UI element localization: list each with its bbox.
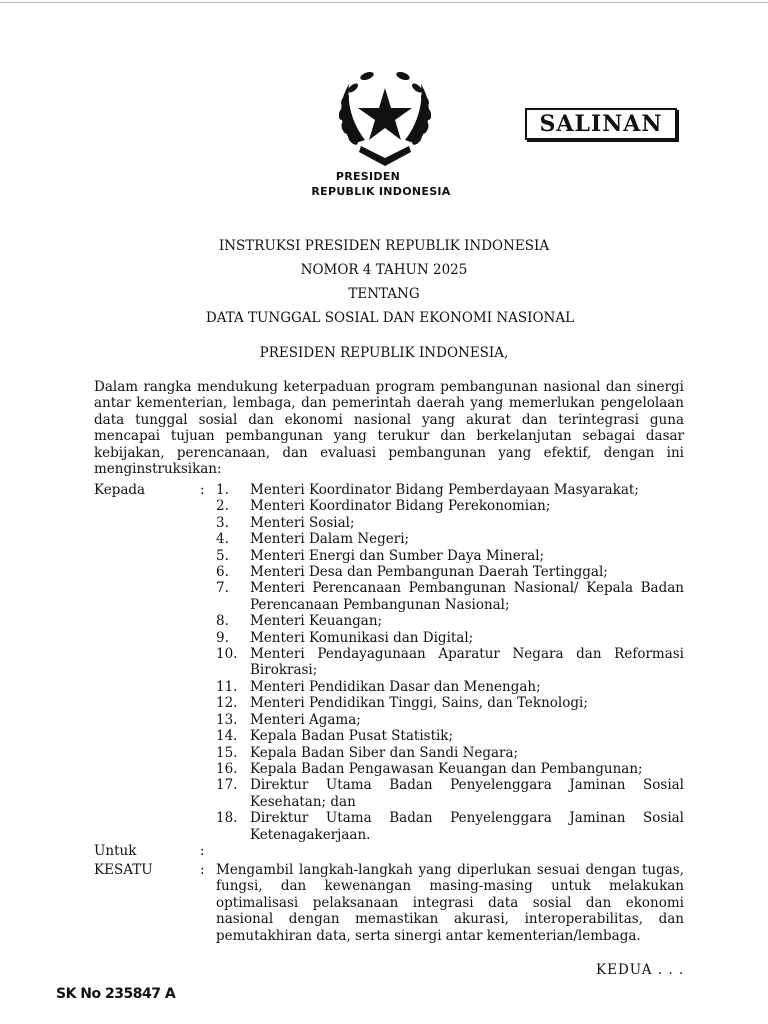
doc-title-subject: DATA TUNGGAL SOSIAL DAN EKONOMI NASIONAL [205, 310, 575, 326]
item-number: 6. [216, 564, 229, 581]
colon-untuk: : [200, 843, 205, 859]
item-number: 8. [216, 613, 229, 630]
doc-title-line1: INSTRUKSI PRESIDEN REPUBLIK INDONESIA [218, 238, 550, 254]
item-text: Menteri Pendidikan Tinggi, Sains, dan Teknologi; [250, 695, 588, 712]
list-item [216, 482, 684, 498]
list-item [216, 810, 684, 843]
item-number: 14. [216, 728, 238, 745]
list-item [216, 646, 684, 679]
item-text: Direktur Utama Badan Penyelenggara Jaminan Sosial Kesehatan; dan [250, 777, 684, 810]
list-item [216, 498, 684, 514]
list-item [216, 777, 684, 810]
list-item [216, 564, 684, 580]
colon-kepada: : [200, 482, 205, 498]
item-text: Kepala Badan Siber dan Sandi Negara; [250, 744, 519, 761]
garuda-star-emblem-icon [331, 66, 439, 170]
item-text: Menteri Keuangan; [250, 613, 383, 630]
item-text: Menteri Sosial; [250, 514, 355, 531]
item-text: Kepala Badan Pusat Statistik; [250, 728, 454, 745]
item-number: 9. [216, 629, 229, 646]
label-kepada: Kepada [94, 482, 146, 498]
item-text: Menteri Pendidikan Dasar dan Menengah; [250, 678, 541, 695]
list-item [216, 712, 684, 728]
item-number: 13. [216, 711, 238, 728]
item-number: 2. [216, 498, 229, 515]
item-number: 16. [216, 760, 238, 777]
recipient-list [216, 482, 684, 843]
item-text: Menteri Dalam Negeri; [250, 531, 410, 548]
list-item [216, 761, 684, 777]
item-text: Menteri Energi dan Sumber Daya Mineral; [250, 547, 545, 564]
list-item [216, 531, 684, 547]
label-untuk: Untuk [94, 843, 137, 859]
preamble-paragraph: Dalam rangka mendukung keterpaduan program pembangunan nasional dan sinergi antar kementerian, lembaga, dan pemerintah daerah yang memerlukan pengelolaan data tunggal sosial dan ekonomi nasional yang akurat dan terintegrasi guna mencapai tujuan pembangunan yang terukur dan berkelanjutan sebagai dasar kebijakan, perencanaan, dan evaluasi pembangunan yang efektif, dengan ini menginstruksikan: [94, 379, 684, 478]
item-text: Direktur Utama Badan Penyelenggara Jaminan Sosial Ketenagakerjaan. [250, 810, 684, 843]
item-number: 1. [216, 482, 229, 498]
list-item [216, 580, 684, 613]
doc-issuer: PRESIDEN REPUBLIK INDONESIA, [259, 345, 509, 361]
header-republic: REPUBLIK INDONESIA [311, 185, 451, 198]
item-text: Menteri Koordinator Bidang Pemberdayaan Masyarakat; [250, 482, 639, 498]
list-item [216, 548, 684, 564]
item-text: Menteri Komunikasi dan Digital; [250, 629, 474, 646]
item-number: 7. [216, 580, 229, 597]
item-number: 11. [216, 678, 238, 695]
list-item [216, 728, 684, 744]
colon-kesatu: : [200, 862, 205, 878]
serial-number: SK No 235847 A [56, 986, 176, 1002]
doc-title-number: NOMOR 4 TAHUN 2025 [300, 262, 468, 278]
list-item [216, 613, 684, 629]
item-number: 12. [216, 695, 238, 712]
salinan-stamp: SALINAN [525, 108, 677, 140]
item-text: Menteri Pendayagunaan Aparatur Negara dan Reformasi Birokrasi; [250, 646, 684, 679]
item-text: Menteri Agama; [250, 711, 361, 728]
doc-title-about: TENTANG [348, 286, 420, 302]
item-text: Menteri Desa dan Pembangunan Daerah Tertinggal; [250, 564, 608, 581]
list-item [216, 695, 684, 711]
list-item [216, 679, 684, 695]
item-number: 15. [216, 744, 238, 761]
item-number: 5. [216, 547, 229, 564]
item-text: Menteri Koordinator Bidang Perekonomian; [250, 498, 551, 515]
item-number: 4. [216, 531, 229, 548]
item-text: Menteri Perencanaan Pembangunan Nasional/ Kepala Badan Perencanaan Pembangunan Nasional; [250, 580, 684, 613]
item-number: 3. [216, 514, 229, 531]
list-item [216, 745, 684, 761]
kesatu-paragraph: Mengambil langkah-langkah yang diperlukan sesuai dengan tugas, fungsi, dan kewenangan masing-masing untuk melakukan optimalisasi pelaksanaan integrasi data sosial dan ekonomi nasional dengan memastikan akurasi, interoperabilitas, dan pemutakhiran data, serta sinergi antar kementerian/lembaga. [216, 862, 684, 944]
next-page-marker: KEDUA . . . [596, 962, 685, 978]
header-president: PRESIDEN [335, 170, 401, 183]
item-number: 17. [216, 777, 238, 794]
item-number: 10. [216, 646, 238, 663]
label-kesatu: KESATU [94, 862, 153, 878]
top-rule [0, 2, 768, 3]
item-number: 18. [216, 810, 238, 827]
list-item [216, 630, 684, 646]
item-text: Kepala Badan Pengawasan Keuangan dan Pembangunan; [250, 760, 643, 777]
list-item [216, 515, 684, 531]
